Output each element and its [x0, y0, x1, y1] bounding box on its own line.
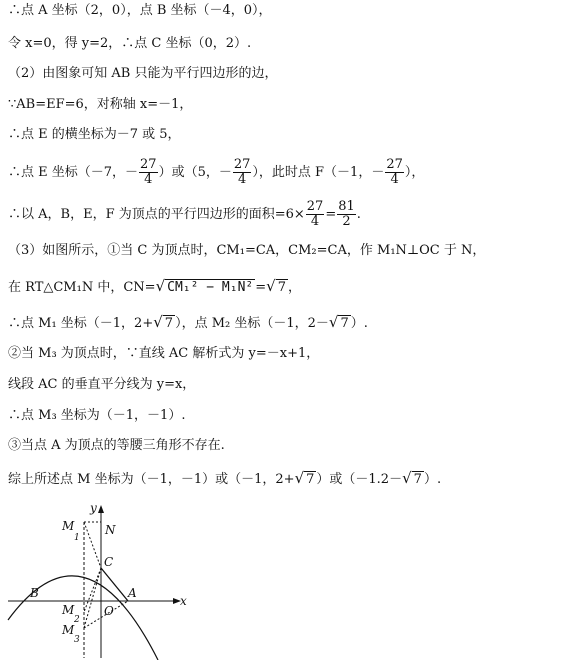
label-c: C	[104, 555, 114, 569]
label-a: A	[128, 586, 137, 600]
coordinate-figure	[0, 500, 190, 660]
line-6-part-a: ∴点 E 坐标（－7，－	[8, 165, 139, 180]
line-7	[8, 200, 361, 229]
numerator: 27	[306, 199, 324, 214]
line-9-part-e: ，	[287, 280, 301, 295]
line-15-part-c: ）或（－1.2－	[316, 472, 403, 487]
radicand-7: 7	[306, 472, 315, 487]
fraction-27-over-4-c	[385, 158, 404, 187]
denominator: 4	[237, 172, 247, 187]
fraction-27-over-4-d	[306, 200, 325, 229]
label-m1: M	[62, 519, 75, 533]
fraction-27-over-4-b	[233, 158, 252, 187]
line-9-part-a: 在 RT△CM₁N 中，CN=	[8, 280, 156, 295]
numerator: 27	[140, 157, 157, 172]
fraction-27-over-4-a	[139, 158, 158, 187]
radicand-7: 7	[164, 316, 174, 331]
label-o: O	[104, 604, 114, 618]
line-2: 令 x=0，得 y=2，∴点 C 坐标（0，2）.	[8, 36, 252, 51]
label-m2: M	[62, 603, 75, 617]
label-y: y	[90, 501, 97, 515]
line-10-part-a: ∴点 M₁ 坐标（－1，2+	[8, 316, 154, 331]
line-7-part-a: ∴以 A，B，E，F 为顶点的平行四边形的面积=6×	[8, 207, 305, 222]
line-15-part-a: 综上所述点 M 坐标为（－1，－1）或（－1，2+	[8, 472, 295, 487]
fraction-81-over-2	[337, 200, 356, 229]
line-10	[8, 314, 368, 332]
label-n: N	[105, 523, 116, 537]
line-5: ∴点 E 的横坐标为－7 或 5，	[8, 127, 181, 142]
line-6-part-d: ），	[404, 165, 425, 180]
line-3: （2）由图象可知 AB 只能为平行四边形的边，	[8, 66, 278, 81]
line-6-part-c: ），此时点 F（－1，－	[252, 165, 385, 180]
denominator: 2	[342, 214, 351, 229]
radical-sign: √	[155, 277, 166, 295]
denominator: 4	[144, 172, 153, 187]
line-1: ∴点 A 坐标（2，0），点 B 坐标（－4，0），	[8, 3, 272, 18]
line-8: （3）如图所示，①当 C 为顶点时，CM₁=CA，CM₂=CA，作 M₁N⊥OC 于 N，	[8, 243, 486, 258]
radicand-7: 7	[277, 280, 286, 295]
line-6-part-b: ）或（5，－	[158, 165, 232, 180]
line-9-part-c: =	[255, 280, 267, 295]
y-axis-arrow-icon	[98, 505, 104, 513]
line-7-part-c: .	[356, 207, 361, 222]
denominator: 4	[390, 172, 399, 187]
numerator: 27	[386, 157, 403, 172]
line-6	[8, 158, 424, 187]
line-15	[8, 470, 441, 488]
line-9	[8, 278, 301, 296]
line-4-text: ∵AB=EF=6，对称轴 x=－1，	[8, 97, 193, 112]
radical-sign: √	[266, 277, 276, 295]
line-15-part-e: ）.	[423, 472, 442, 487]
numerator: 81	[338, 199, 355, 214]
denominator: 4	[310, 214, 320, 229]
segment-m1-c	[84, 522, 101, 568]
line-4	[8, 97, 192, 113]
radical-sign: √	[294, 469, 305, 487]
label-m3: M	[62, 623, 75, 637]
line-12: 线段 AC 的垂直平分线为 y=x，	[8, 377, 196, 392]
radical-sign: √	[328, 313, 339, 331]
radicand-7: 7	[340, 316, 349, 331]
label-x: x	[180, 594, 187, 608]
radicand-7: 7	[413, 472, 422, 487]
line-11: ②当 M₃ 为顶点时，∵直线 AC 解析式为 y=－x+1，	[8, 346, 320, 361]
line-14: ③当点 A 为顶点的等腰三角形不存在.	[8, 438, 225, 453]
label-m1-sub: 1	[74, 533, 80, 543]
line-7-part-b: =	[325, 207, 337, 222]
numerator: 27	[233, 157, 251, 172]
radicand-cm1-m1n: CM₁² − M₁N²	[167, 280, 254, 295]
line-10-part-e: ）.	[350, 316, 368, 331]
label-m3-sub: 3	[74, 635, 80, 645]
radical-sign: √	[402, 469, 412, 487]
line-10-part-c: ），点 M₂ 坐标（－1，2－	[175, 316, 329, 331]
line-13: ∴点 M₃ 坐标为（－1，－1）.	[8, 408, 186, 423]
label-b: B	[30, 586, 39, 600]
label-m2-sub: 2	[74, 615, 80, 625]
segment-c-m2	[84, 568, 101, 612]
radical-sign: √	[153, 313, 163, 331]
